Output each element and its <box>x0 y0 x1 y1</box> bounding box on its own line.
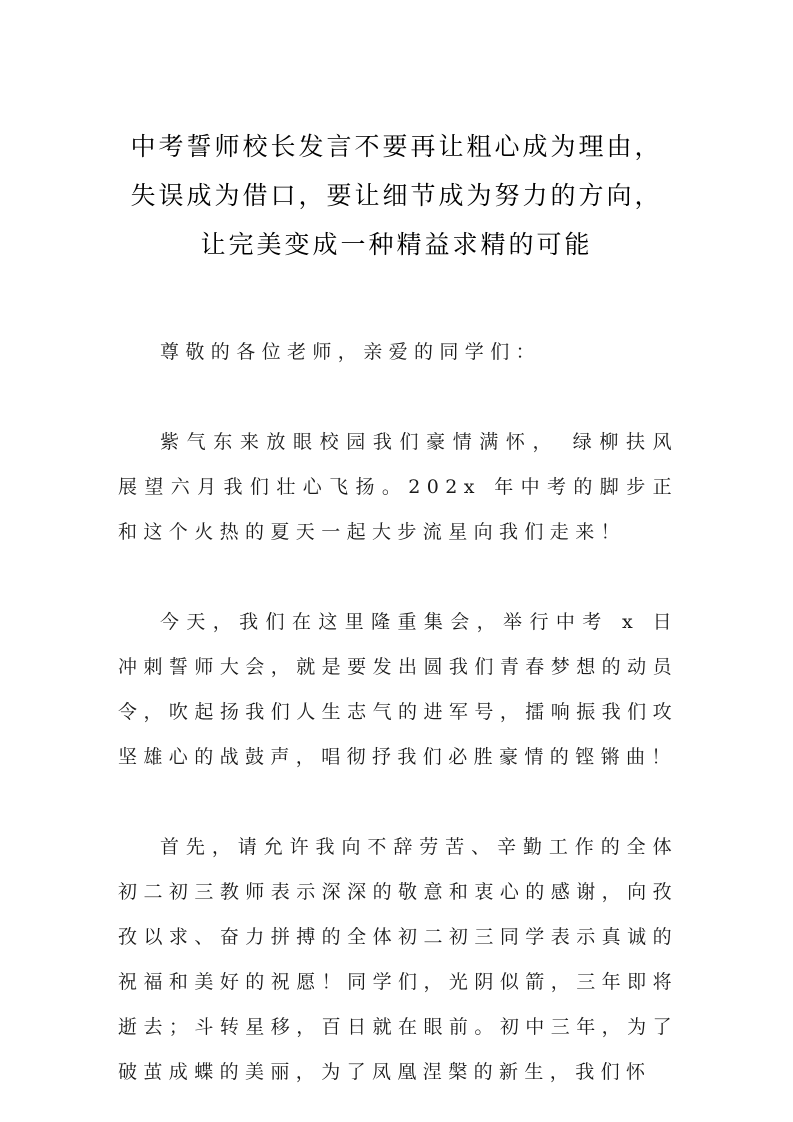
title-line-2: 失误成为借口，要让细节成为努力的方向， <box>130 181 663 210</box>
body-paragraph-1: 紫气东来放眼校园我们豪情满怀， 绿柳扶风展望六月我们壮心飞扬。202x 年中考的脚步正和这个火热的夏天一起大步流星向我们走来！ <box>118 431 678 543</box>
salutation-paragraph: 尊敬的各位老师，亲爱的同学们： <box>160 341 542 363</box>
body-paragraph-2: 今天，我们在这里隆重集会，举行中考 x 日冲刺誓师大会，就是要发出圆我们青春梦想的动员令，吹起扬我们人生志气的进军号，擂响振我们攻坚雄心的战鼓声，唱彻抒我们必胜豪情的铿锵曲！ <box>118 611 678 768</box>
body-paragraph-3: 首先，请允许我向不辞劳苦、辛勤工作的全体初二初三教师表示深深的敬意和衷心的感谢，向孜孜以求、奋力拼搏的全体初二初三同学表示真诚的祝福和美好的祝愿！同学们，光阴似箭，三年即将逝去；斗转星移，百日就在眼前。初中三年，为了破茧成蝶的美丽，为了凤凰涅槃的新生，我们怀 <box>118 836 678 1083</box>
title-line-3: 让完美变成一种精益求精的可能 <box>200 230 593 259</box>
document-title <box>100 122 693 269</box>
title-line-1: 中考誓师校长发言不要再让粗心成为理由， <box>130 132 663 161</box>
document-body <box>118 330 678 1095</box>
